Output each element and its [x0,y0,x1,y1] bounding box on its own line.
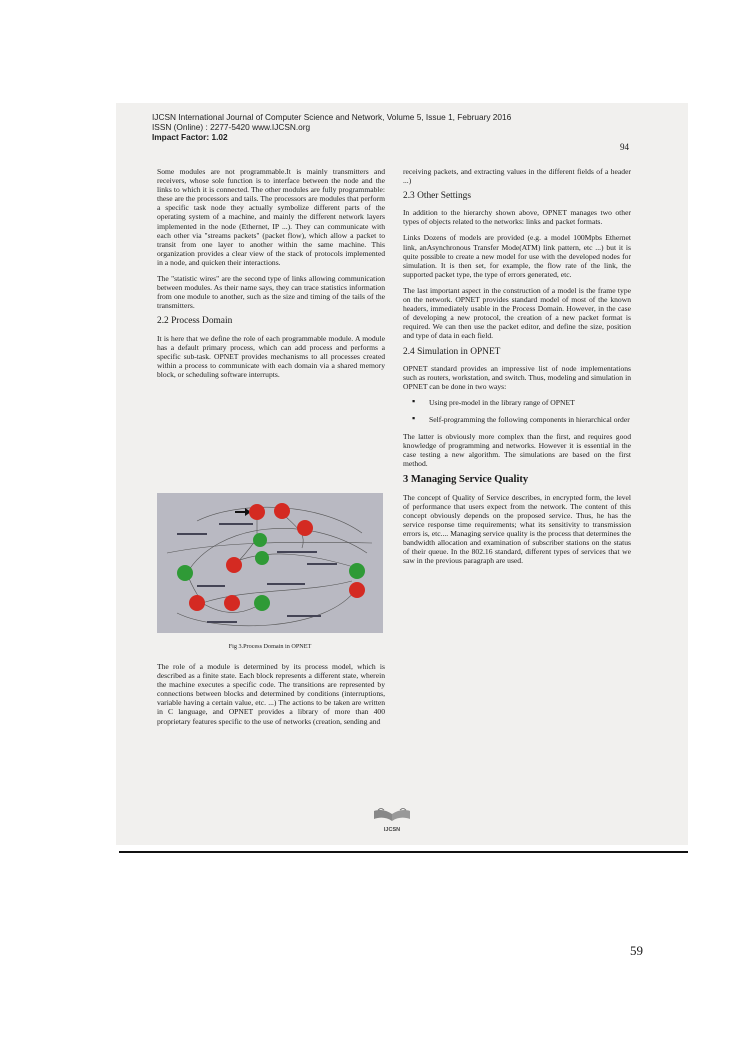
transition-label [287,615,321,617]
state-diagram [157,493,383,633]
logo-text: IJCSN [383,827,401,833]
heading-process-domain: 2.2 Process Domain [157,316,233,327]
state-node-green [177,565,193,581]
paragraph-hierarchy: In addition to the hierarchy shown above, OPNET manages two other types of objects related to the networks: links and packet formats. [403,208,631,227]
paragraph-links: Links Dozens of models are provided (e.g. a model 100Mpbs Ethernet link, anAsynchronous Transfer Mode(ATM) link pattern, etc ...) but it is quite possible to create a new model for use with the developed nodes for simulation. It is then set, for example, the flow rate of the link, the supported packet type, the type of errors generated, etc. [403,233,631,279]
transition-line [187,528,367,573]
state-node-red [249,504,265,520]
transition-label [177,533,207,535]
paragraph-receiving-packets: receiving packets, and extracting values in the different fields of a header ...) [403,167,631,186]
right-column [403,167,631,572]
bottom-divider [119,851,688,853]
impact-factor-line: Impact Factor: 1.02 [152,132,228,142]
journal-title-line: IJCSN International Journal of Computer Science and Network, Volume 5, Issue 1, February 2016 [152,112,512,122]
transition-line [167,542,372,553]
state-node-red [226,557,242,573]
transition-label [197,585,225,587]
journal-page-number: 94 [620,142,629,152]
paragraph-module-role: The role of a module is determined by its process model, which is described as a finite state. Each block represents a different state, wherein the machine executes a specific code. The transitions are represented by connections between blocks and determined by conditions (interruptions, variable having a certain value, etc. ...) The actions to be taken are written in C language, and OPNET provides a library of more than 400 proprietary features specific to the use of networks (creation, sending and [157,662,385,726]
ijcsn-logo [367,808,417,833]
journal-header [152,112,511,142]
list-item: ▪ Using pre-model in the library range of OPNET [403,398,631,407]
process-domain-figure [157,493,383,633]
transition-label [219,523,253,525]
state-node-green [255,551,269,565]
book-icon [372,808,412,822]
paragraph-latter: The latter is obviously more complex than the first, and requires good knowledge of programming and networks. However it is essential in the case testing a new algorithm. The simulations are based on the first method. [403,432,631,469]
state-node-red [274,503,290,519]
state-node-green [253,533,267,547]
state-node-red [189,595,205,611]
transition-line [232,554,357,568]
left-column [157,167,385,386]
state-node-red [224,595,240,611]
list-item: ▪ Self-programming the following components in hierarchical order [403,415,631,424]
heading-service-quality: 3 Managing Service Quality [403,474,529,486]
paragraph-process-domain: It is here that we define the role of each programmable module. A module has a default primary process, which can add process and performs a specific sub-task. OPNET provides mechanisms to all processes created within a process to communicate with each domain via a shared memory block, or scheduling software interrupts. [157,333,385,379]
transition-label [207,621,237,623]
heading-simulation: 2.4 Simulation in OPNET [403,346,501,357]
paragraph-statistic-wires: The "statistic wires" are the second type of links allowing communication between modules. As their name says, they can trace statistics information from one module to another, such as the size and timing of the tails of the transmitters. [157,274,385,311]
transition-label [267,583,305,585]
transition-label [307,563,337,565]
state-node-red [297,520,313,536]
heading-other-settings: 2.3 Other Settings [403,191,471,202]
state-node-green [349,563,365,579]
paragraph-simulation: OPNET standard provides an impressive list of node implementations such as routers, workstation, and switch. Thus, modeling and simulation in OPNET can be done in two ways: [403,363,631,391]
paragraph-qos: The concept of Quality of Service describes, in encrypted form, the level of performance that users expect from the network. The content of this concept obviously depends on the proposed service. Thus, he has the service response time requirements; what its sensitivity to transmission errors is, etc.... Managing service quality is the process that determines the bandwidth allocation and examination of subscriber stations on the status of their queue. In the 802.16 standard, different types of services that we saw in the previous paragraph are used. [403,492,631,566]
paragraph-modules: Some modules are not programmable.It is mainly transmitters and receivers, whose sole function is to interface between the node and the links to which it is connected. The other modules are fully programmable: these are the processors and tails. The processors are modules that perform a specific task node they actually symbolize different parts of the operating system of a machine, and mainly the different network layers implemented in the node (Ethernet, IP ...). They can communicate with each other via "streams packets" (packet flow), which allow a packet to transit from one layer to another within the same machine. This organization provides a clear view of the stack of protocols implemented in a node, and quicken their interactions. [157,167,385,267]
state-node-green [254,595,270,611]
page-number: 59 [630,943,643,958]
issn-line: ISSN (Online) : 2277-5420 www.IJCSN.org [152,122,311,132]
figure-caption: Fig 3.Process Domain in OPNET [228,643,312,650]
paragraph-frame-type: The last important aspect in the construction of a model is the frame type on the network. OPNET provides standard model of most of the known headers, immediately usable in the Process Domain. However, in the case of developing a new protocol, the creation of a new packet format is required. We can then use the packet editor, and define the size, position and type of data in each field. [403,285,631,341]
transition-label [277,551,317,553]
simulation-ways-list [403,398,631,424]
state-node-red [349,582,365,598]
left-column-bottom [157,662,385,733]
